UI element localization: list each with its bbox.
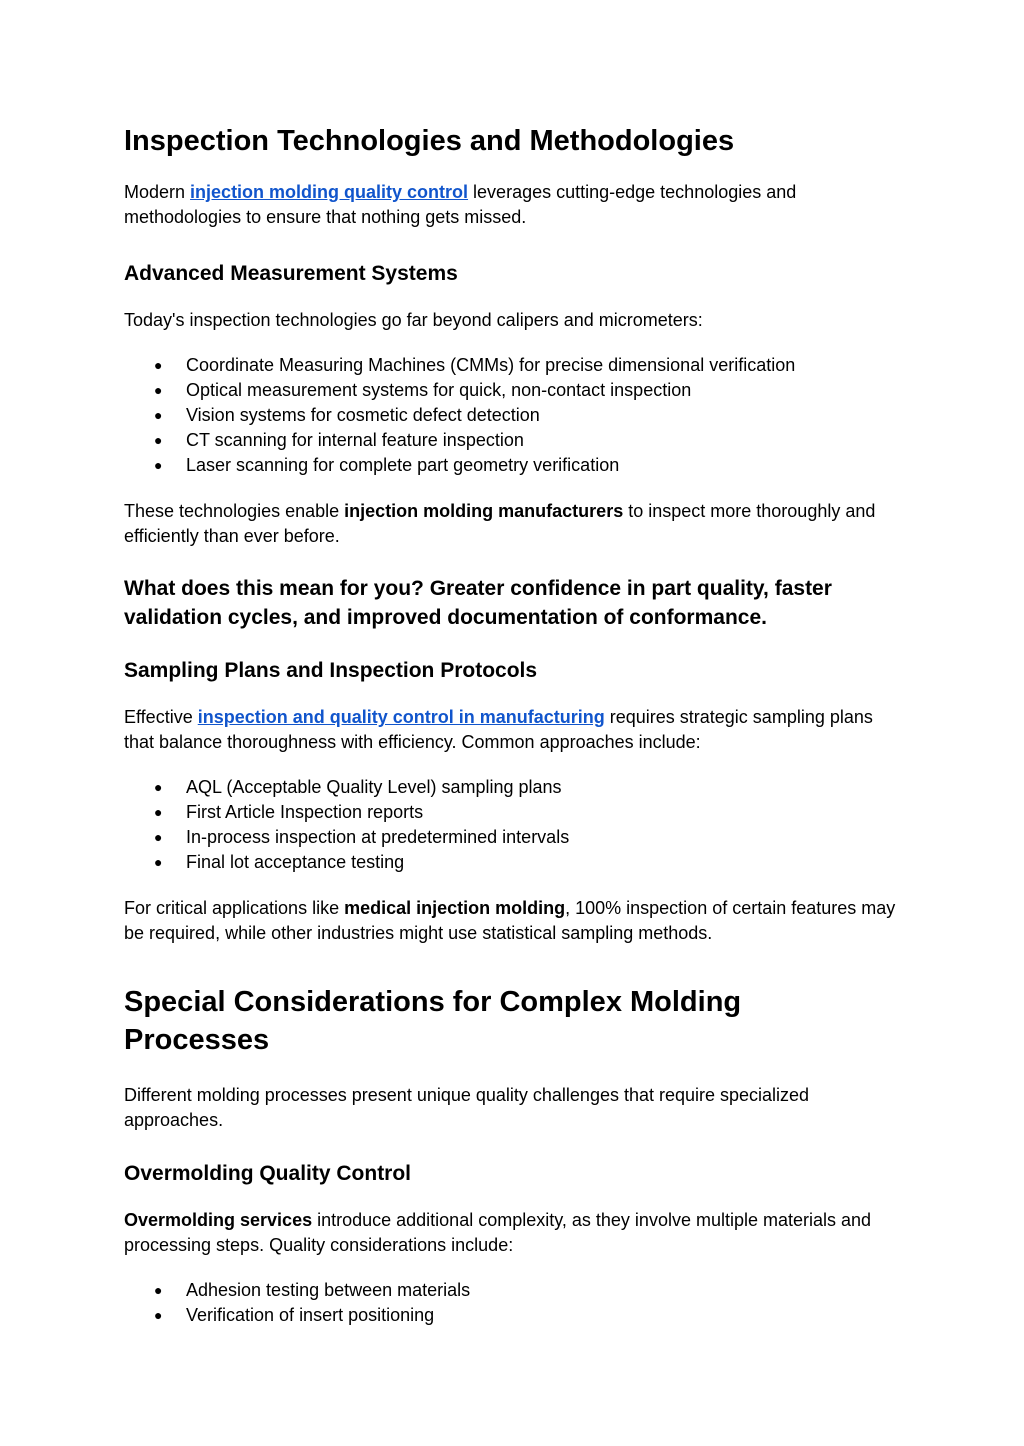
list-item: [124, 378, 900, 403]
tech-text-bold: injection molding manufacturers: [344, 501, 624, 521]
critical-text-post: , 100% inspection of certain features may be required, while other industries might use statistical sampling methods.: [124, 898, 896, 943]
list-item: [124, 403, 900, 428]
list-item-text: Coordinate Measuring Machines (CMMs) for precise dimensional verification: [186, 355, 796, 375]
link-inspection-quality-control-manufacturing[interactable]: inspection and quality control in manufacturing: [197, 707, 605, 727]
tech-text-post: to inspect more thoroughly and efficiently than ever before.: [124, 501, 876, 546]
measurement-list: [124, 353, 900, 478]
list-item-text: Verification of insert positioning: [186, 1305, 435, 1325]
bullet-icon: ●: [154, 829, 163, 845]
sampling-text-pre: Effective: [124, 707, 198, 727]
measurement-intro-paragraph: Today's inspection technologies go far beyond calipers and micrometers:: [124, 310, 703, 330]
sampling-list: [124, 775, 900, 875]
list-item: [124, 353, 900, 378]
heading-special-considerations: Special Considerations for Complex Molding Processes: [124, 986, 742, 1056]
technologies-paragraph: [124, 499, 900, 549]
intro-text-post: leverages cutting-edge technologies and methodologies to ensure that nothing gets missed.: [124, 182, 797, 227]
bullet-icon: ●: [154, 357, 163, 373]
overmolding-text-bold: Overmolding services: [124, 1210, 313, 1230]
special-intro-paragraph: Different molding processes present unique quality challenges that require specialized approaches.: [124, 1085, 810, 1130]
bullet-icon: ●: [154, 804, 163, 820]
heading-inspection-technologies: Inspection Technologies and Methodologies: [124, 125, 735, 157]
overmolding-text-post: introduce additional complexity, as they involve multiple materials and processing steps. Quality considerations include:: [124, 1210, 872, 1255]
bullet-icon: ●: [154, 1282, 163, 1298]
bullet-icon: ●: [154, 854, 163, 870]
list-item: [124, 775, 900, 800]
heading-overmolding-quality-control: Overmolding Quality Control: [124, 1162, 412, 1185]
overmolding-list: [124, 1278, 900, 1328]
link-injection-molding-quality-control[interactable]: injection molding quality control: [190, 182, 469, 202]
list-item-text: Laser scanning for complete part geometry verification: [186, 455, 620, 475]
overmolding-paragraph: [124, 1208, 900, 1258]
list-item: [124, 1278, 900, 1303]
intro-text-pre: Modern: [124, 182, 191, 202]
sampling-intro-paragraph: [124, 705, 900, 755]
list-item-text: First Article Inspection reports: [186, 802, 424, 822]
list-item: [124, 800, 900, 825]
list-item-text: AQL (Acceptable Quality Level) sampling plans: [186, 777, 562, 797]
list-item: [124, 850, 900, 875]
intro-paragraph: [124, 180, 900, 230]
list-item: [124, 428, 900, 453]
critical-text-bold: medical injection molding: [344, 898, 566, 918]
tech-text-pre: These technologies enable: [124, 501, 345, 521]
bullet-icon: ●: [154, 779, 163, 795]
critical-text-pre: For critical applications like: [124, 898, 345, 918]
heading-advanced-measurement-systems: Advanced Measurement Systems: [124, 262, 458, 285]
list-item: [124, 453, 900, 478]
list-item-text: Optical measurement systems for quick, non-contact inspection: [186, 380, 692, 400]
bullet-icon: ●: [154, 407, 163, 423]
bullet-icon: ●: [154, 382, 163, 398]
heading-sampling-plans: Sampling Plans and Inspection Protocols: [124, 659, 538, 682]
list-item-text: Final lot acceptance testing: [186, 852, 405, 872]
document-page: [124, 122, 900, 1328]
list-item-text: Vision systems for cosmetic defect detection: [186, 405, 540, 425]
list-item-text: Adhesion testing between materials: [186, 1280, 471, 1300]
callout-heading: What does this mean for you? Greater confidence in part quality, faster validation cycles, and improved documentation of conformance.: [124, 577, 832, 629]
bullet-icon: ●: [154, 432, 163, 448]
list-item: [124, 1303, 900, 1328]
bullet-icon: ●: [154, 457, 163, 473]
bullet-icon: ●: [154, 1307, 163, 1323]
critical-applications-paragraph: [124, 896, 900, 946]
sampling-text-post: requires strategic sampling plans that balance thoroughness with efficiency. Common approaches include:: [124, 707, 873, 752]
list-item-text: CT scanning for internal feature inspection: [186, 430, 524, 450]
list-item-text: In-process inspection at predetermined intervals: [186, 827, 570, 847]
list-item: [124, 825, 900, 850]
